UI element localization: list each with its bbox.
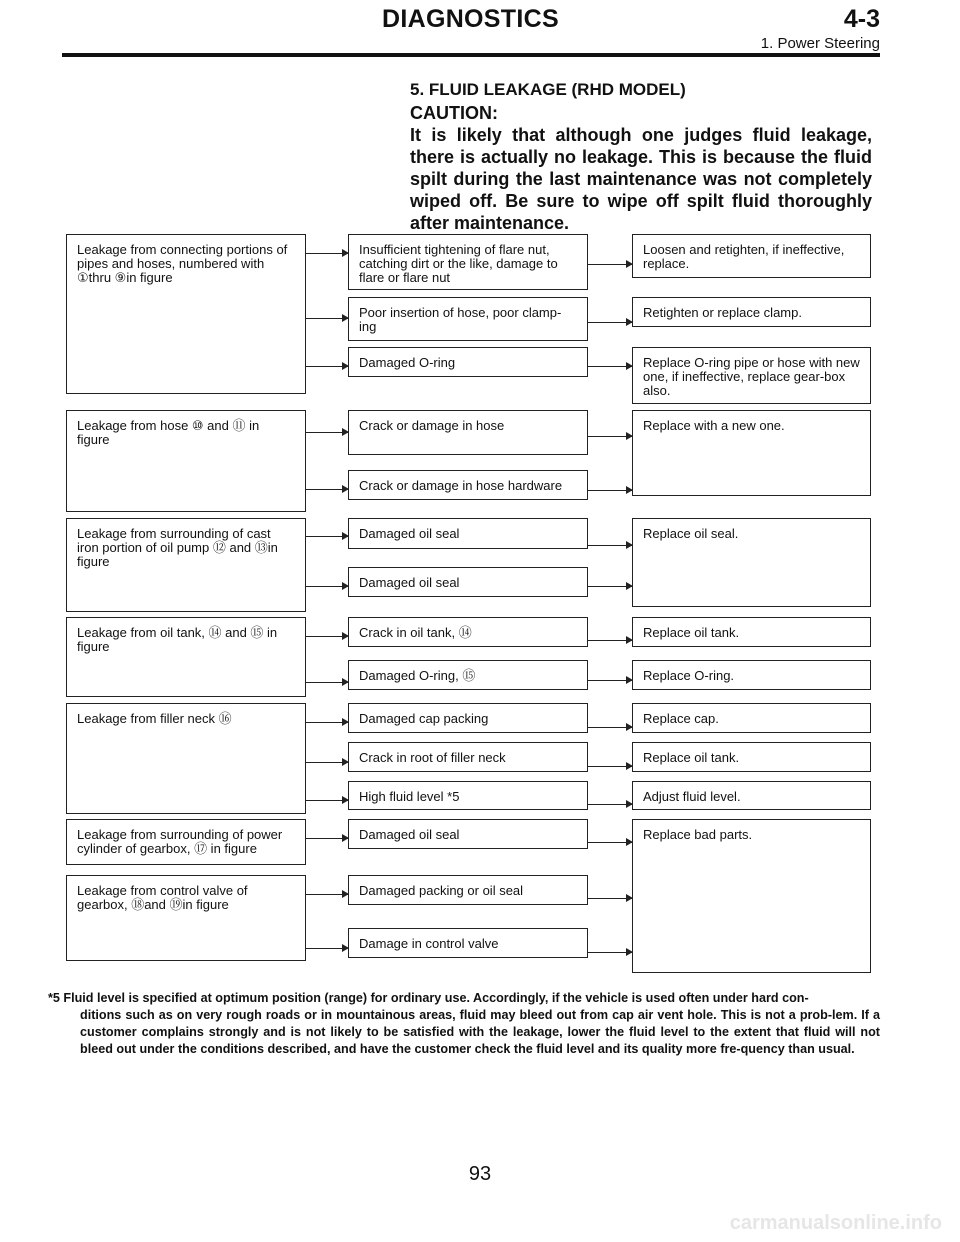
cause-box: Crack or damage in hose [348,410,588,455]
section-title: 5. FLUID LEAKAGE (RHD MODEL) [410,80,686,99]
remedy-box: Adjust fluid level. [632,781,871,810]
arrow-right-icon [306,536,348,537]
arrow-right-icon [306,489,348,490]
cause-box: High fluid level *5 [348,781,588,810]
caution-label: CAUTION: [410,103,498,123]
watermark: carmanualsonline.info [729,1212,942,1234]
cause-box: Crack in root of filler neck [348,742,588,772]
arrow-right-icon [306,894,348,895]
footnote-rest: ditions such as on very rough roads or in mountainous areas, fluid may bleed out from cap air vent hole. This is not a prob-lem. If a customer complains strongly and is not likely to be satisfied with the leakage, lower the fluid level to the extent that fluid will not bleed out under the conditions described, and have the customer check the fluid level and its quality more fre-quency than usual. [80,1008,880,1056]
arrow-right-icon [306,762,348,763]
source-box: Leakage from hose ⑩ and ⑪ in figure [66,410,306,512]
cause-box: Insufficient tightening of flare nut, catching dirt or the like, damage to flare or flare nut [348,234,588,290]
arrow-right-icon [588,545,632,546]
arrow-right-icon [306,366,348,367]
cause-box: Damaged cap packing [348,703,588,733]
arrow-right-icon [306,318,348,319]
cause-box: Damaged oil seal [348,518,588,549]
source-box: Leakage from surrounding of power cylinder of gearbox, ⑰ in figure [66,819,306,865]
arrow-right-icon [588,640,632,641]
cause-box: Damaged O-ring [348,347,588,377]
cause-box: Crack in oil tank, ⑭ [348,617,588,647]
cause-box: Damaged packing or oil seal [348,875,588,905]
source-box: Leakage from surrounding of cast iron portion of oil pump ⑫ and ⑬in figure [66,518,306,612]
arrow-right-icon [588,322,632,323]
remedy-box: Replace oil tank. [632,617,871,647]
remedy-box: Replace cap. [632,703,871,733]
arrow-right-icon [588,727,632,728]
arrow-right-icon [588,436,632,437]
cause-box: Poor insertion of hose, poor clamp-ing [348,297,588,341]
arrow-right-icon [306,586,348,587]
cause-box: Crack or damage in hose hardware [348,470,588,500]
footnote [48,990,880,1058]
remedy-box: Retighten or replace clamp. [632,297,871,327]
source-box: Leakage from connecting portions of pipes and hoses, numbered with ①thru ⑨in figure [66,234,306,394]
cause-box: Damaged oil seal [348,567,588,597]
header-title: DIAGNOSTICS [382,5,559,33]
cause-box: Damaged oil seal [348,819,588,849]
arrow-right-icon [588,366,632,367]
arrow-right-icon [588,898,632,899]
source-box: Leakage from filler neck ⑯ [66,703,306,814]
arrow-right-icon [306,948,348,949]
arrow-right-icon [306,838,348,839]
arrow-right-icon [588,680,632,681]
caution-text: It is likely that although one judges fluid leakage, there is actually no leakage. This is because the fluid spilt during the last maintenance was not completely wiped off. Be sure to wipe off spilt fluid thoroughly after maintenance. [410,125,872,233]
arrow-right-icon [306,253,348,254]
header-chapter: 4-3 [843,5,880,33]
source-box: Leakage from oil tank, ⑭ and ⑮ in figure [66,617,306,697]
arrow-right-icon [306,636,348,637]
remedy-box: Replace O-ring pipe or hose with new one, if ineffective, replace gear-box also. [632,347,871,404]
cause-box: Damaged O-ring, ⑮ [348,660,588,690]
footnote-first-line: *5 Fluid level is specified at optimum position (range) for ordinary use. Accordingly, if the vehicle is used often under hard con- [48,991,809,1005]
header-rule [62,53,880,57]
remedy-box: Replace O-ring. [632,660,871,690]
source-box: Leakage from control valve of gearbox, ⑱and ⑲in figure [66,875,306,961]
arrow-right-icon [306,800,348,801]
cause-box: Damage in control valve [348,928,588,958]
arrow-right-icon [588,586,632,587]
remedy-box: Replace oil seal. [632,518,871,607]
arrow-right-icon [588,766,632,767]
arrow-right-icon [588,804,632,805]
remedy-box: Loosen and retighten, if ineffective, replace. [632,234,871,278]
arrow-right-icon [306,432,348,433]
arrow-right-icon [306,722,348,723]
header-subtitle: 1. Power Steering [760,35,880,52]
arrow-right-icon [588,952,632,953]
remedy-box: Replace with a new one. [632,410,871,496]
arrow-right-icon [588,490,632,491]
remedy-box: Replace bad parts. [632,819,871,973]
arrow-right-icon [588,842,632,843]
arrow-right-icon [588,264,632,265]
remedy-box: Replace oil tank. [632,742,871,772]
arrow-right-icon [306,682,348,683]
page-number: 93 [468,1163,492,1185]
